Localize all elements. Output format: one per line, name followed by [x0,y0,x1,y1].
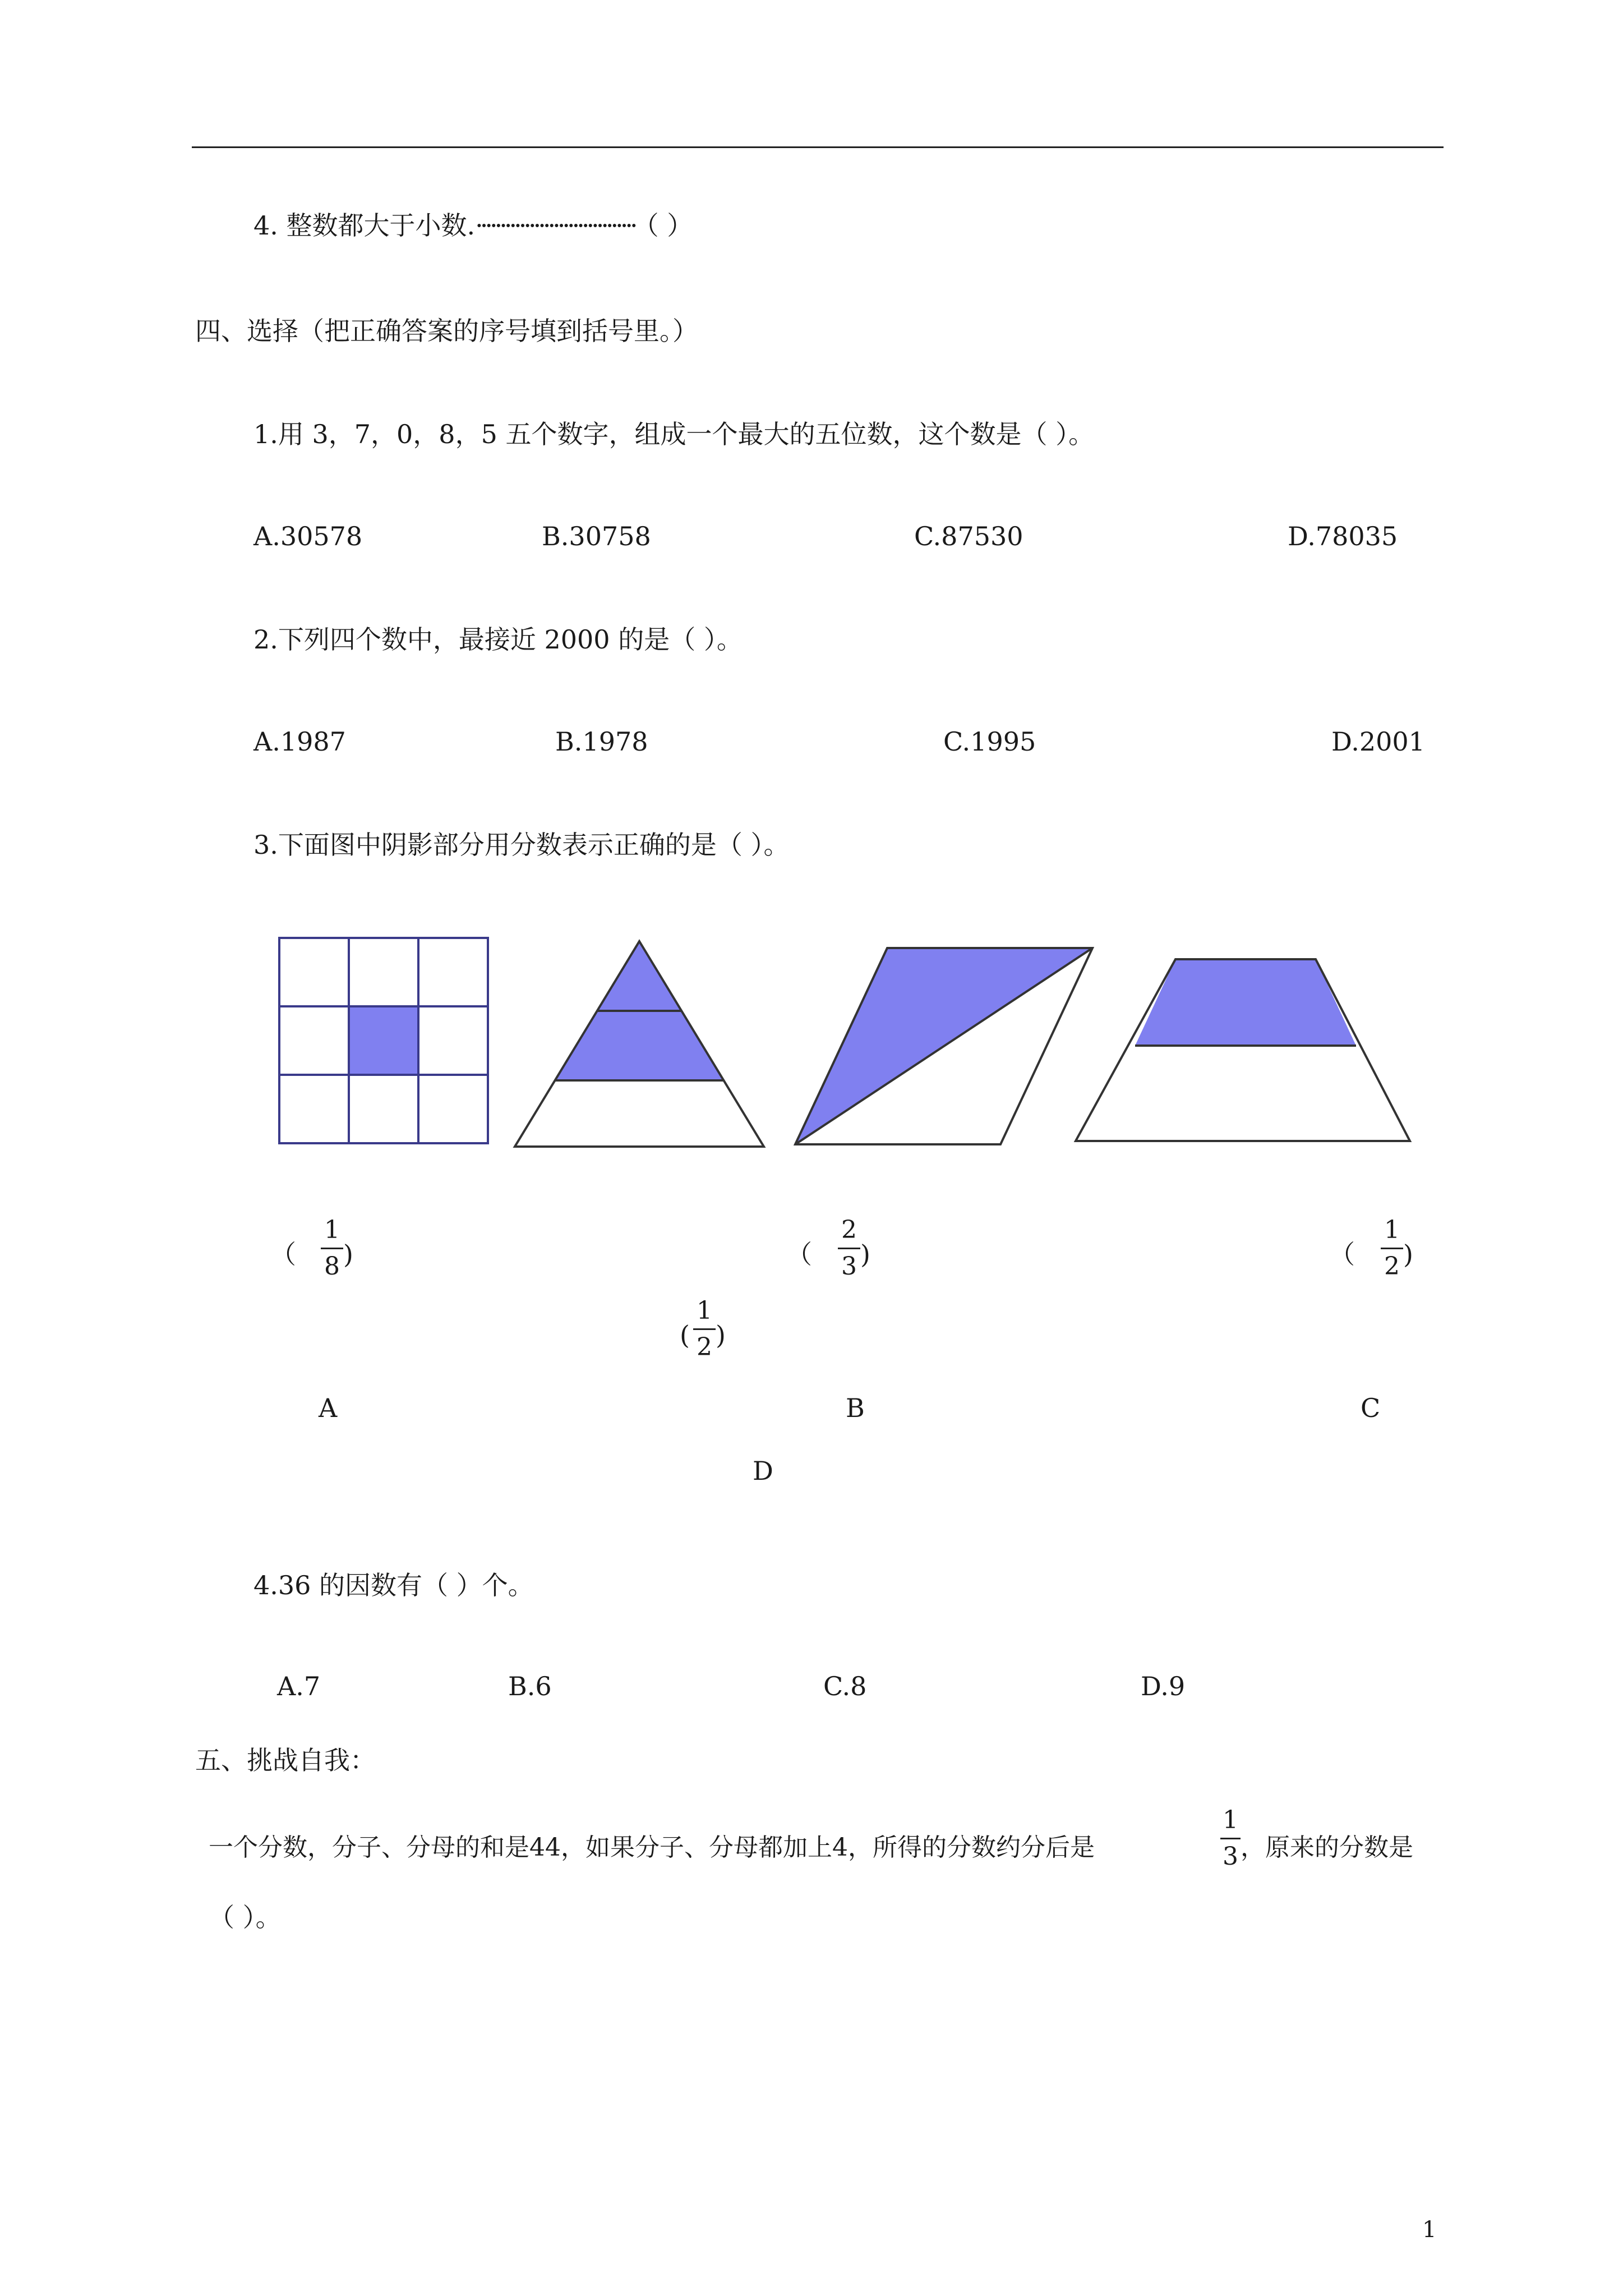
fraction-b-bar [838,1248,860,1249]
q4-option-b: B.6 [508,1671,552,1701]
q1-option-c: C.87530 [914,521,1023,551]
label-c: C [1361,1393,1381,1423]
fraction-c-num: 1 [1384,1216,1400,1244]
q4-option-c: C.8 [823,1671,867,1701]
page-number: 1 [1422,2217,1437,2243]
q1-option-a: A.30578 [253,521,363,551]
figure-b-triangle [515,941,764,1147]
label-b: B [846,1393,865,1423]
label-a: A [319,1393,338,1423]
figure-a-grid [279,938,488,1143]
fraction-d-den: 2 [697,1333,712,1361]
fraction-c [1381,1216,1403,1281]
section-4-title: 四、选择（把正确答案的序号填到括号里。） [195,316,698,346]
challenge-fraction-den: 3 [1223,1842,1238,1871]
challenge-text-after: ，原来的分数是 [1241,1833,1413,1862]
question-3: 3.下面图中阴影部分用分数表示正确的是（ ）。 [253,830,790,860]
fraction-a [321,1216,343,1281]
frac-c-paren-left: （ [1329,1239,1355,1269]
fraction-d-num: 1 [697,1296,712,1325]
challenge-fraction [1220,1806,1241,1871]
frac-b-paren-left: （ [786,1239,812,1269]
q1-option-d: D.78035 [1288,521,1398,551]
fraction-a-num: 1 [324,1216,340,1244]
q2-option-c: C.1995 [943,726,1036,757]
frac-d-paren-left: ( [680,1320,690,1350]
fraction-c-bar [1381,1248,1403,1249]
label-d: D [753,1456,773,1486]
fraction-b [838,1216,860,1281]
q4-option-a: A.7 [277,1671,321,1701]
figure-d-trapezoid [1076,959,1410,1141]
fraction-d [693,1297,716,1361]
judge-item-4-dots: ································· [475,210,635,241]
section-5-title: 五、挑战自我： [195,1745,376,1775]
challenge-answer-blank: （ ）。 [209,1902,282,1932]
q2-option-a: A.1987 [253,726,346,757]
challenge-fraction-num: 1 [1223,1806,1238,1834]
frac-a-paren-right: ) [343,1239,353,1269]
fraction-b-num: 2 [841,1216,857,1244]
q2-option-d: D.2001 [1331,726,1425,757]
frac-c-paren-right: ) [1403,1239,1413,1269]
judge-item-4-text: 4. 整数都大于小数. [253,210,476,241]
fraction-a-den: 8 [324,1252,340,1281]
question-2: 2.下列四个数中，最接近 2000 的是（ ）。 [253,624,743,655]
judge-item-4-paren: （ ） [645,210,693,241]
frac-d-paren-right: ) [716,1320,726,1350]
fraction-a-bar [321,1248,343,1249]
challenge-fraction-bar [1220,1838,1241,1839]
challenge-text-before: 一个分数，分子、分母的和是44，如果分子、分母都加上4，所得的分数约分后是 [209,1833,1095,1862]
question-1: 1.用 3，7，0，8，5 五个数字，组成一个最大的五位数，这个数是（ ）。 [253,419,1095,449]
fraction-b-den: 3 [841,1252,857,1281]
question-4: 4.36 的因数有（ ）个。 [253,1570,534,1600]
grid-shaded-cell [349,1006,418,1075]
q4-option-d: D.9 [1141,1671,1186,1701]
fraction-d-bar [693,1328,716,1330]
fraction-c-den: 2 [1384,1252,1400,1281]
q1-option-b: B.30758 [542,521,651,551]
frac-a-paren-left: （ [270,1239,296,1269]
q2-option-b: B.1978 [555,726,648,757]
figure-c-parallelogram [795,948,1092,1144]
frac-b-paren-right: ) [860,1239,870,1269]
